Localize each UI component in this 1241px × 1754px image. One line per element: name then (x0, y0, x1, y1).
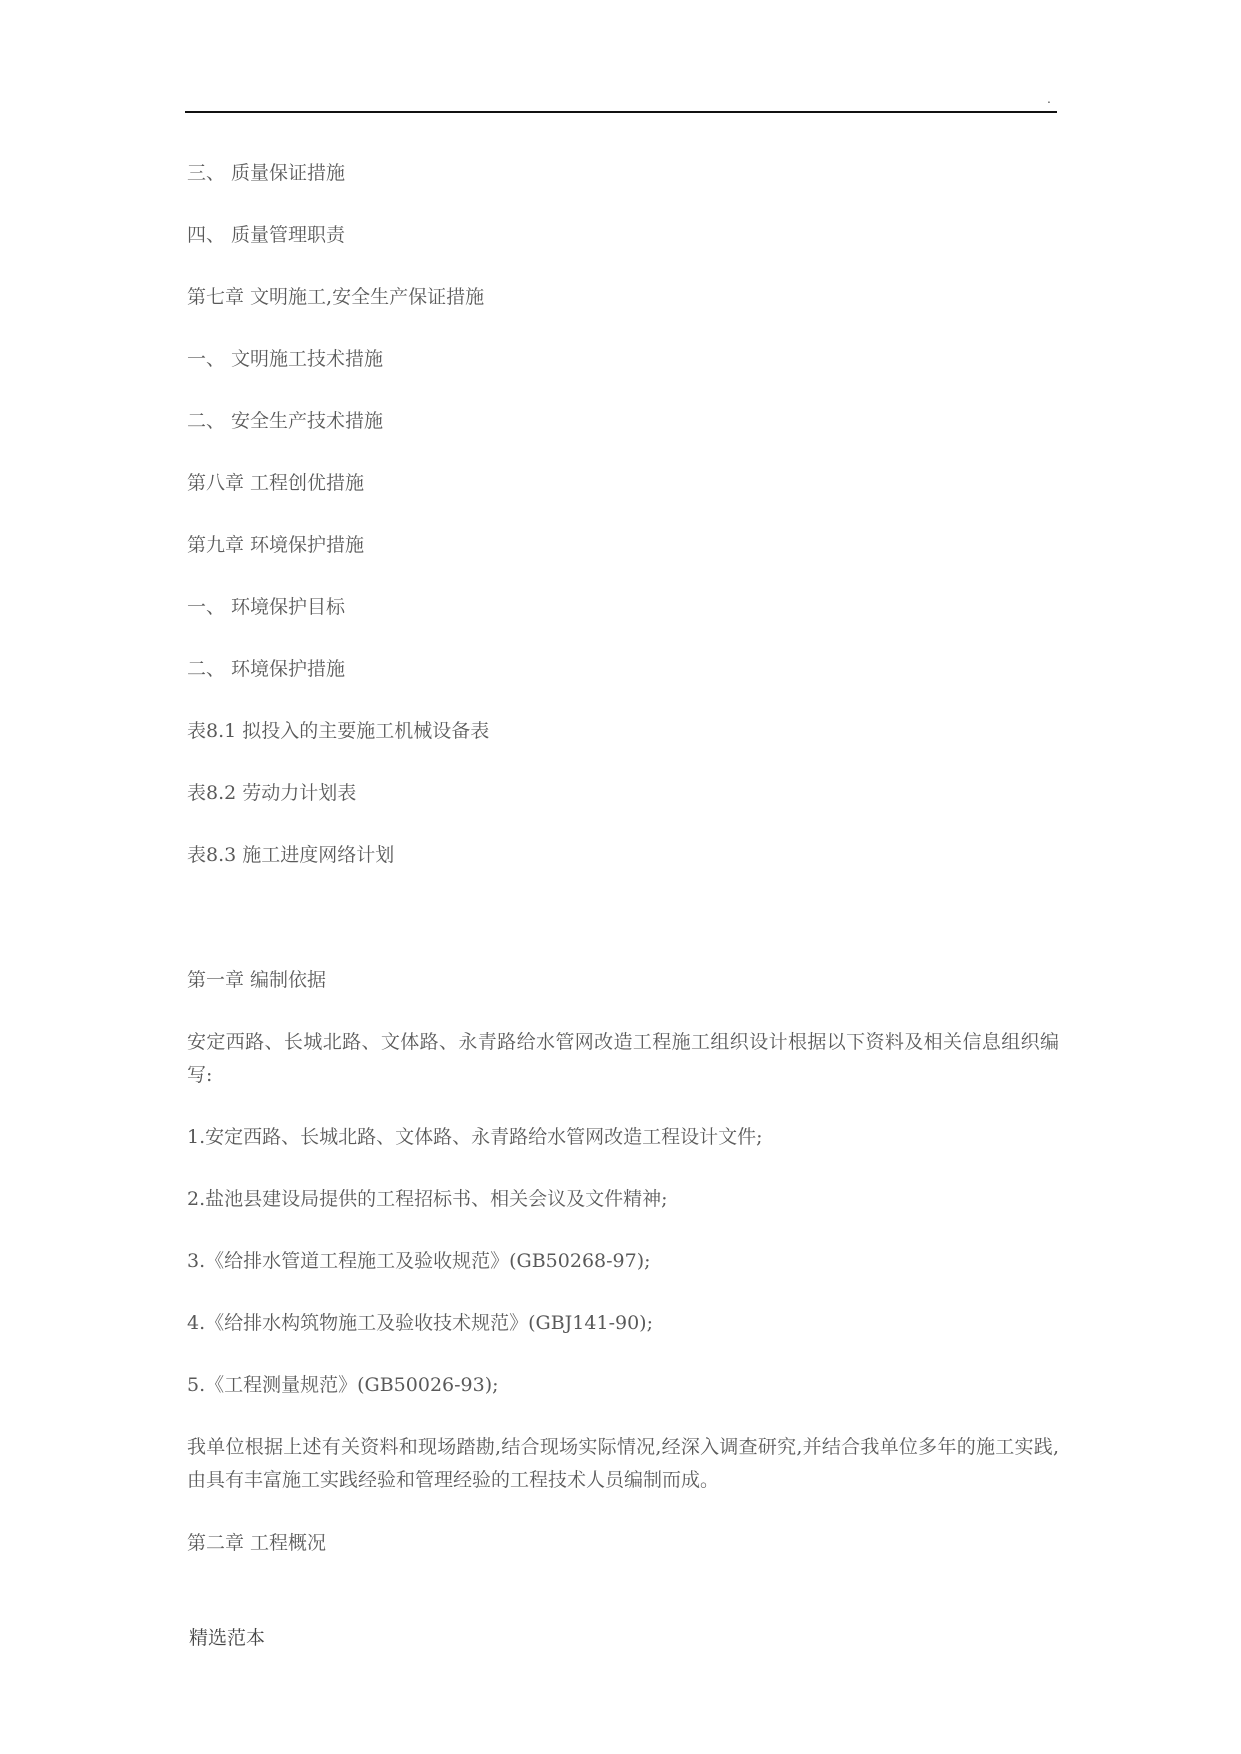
toc-item: 第九章 环境保护措施 (187, 534, 365, 556)
basis-item: 3.《给排水管道工程施工及验收规范》(GB50268-97); (187, 1250, 651, 1272)
toc-item: 四、 质量管理职责 (187, 224, 346, 246)
basis-item: 4.《给排水构筑物施工及验收技术规范》(GBJ141-90); (187, 1312, 653, 1334)
toc-item: 第七章 文明施工,安全生产保证措施 (187, 286, 485, 308)
toc-item: 表8.2 劳动力计划表 (187, 782, 357, 804)
chapter-1-intro: 安定西路、长城北路、文体路、永青路给水管网改造工程施工组织设计根据以下资料及相关信息组织编写: (187, 1031, 1059, 1086)
basis-item: 2.盐池县建设局提供的工程招标书、相关会议及文件精神; (187, 1188, 668, 1210)
toc-item: 二、 环境保护措施 (187, 658, 346, 680)
basis-item: 1.安定西路、长城北路、文体路、永青路给水管网改造工程设计文件; (187, 1126, 763, 1148)
toc-item: 一、 环境保护目标 (187, 596, 346, 618)
basis-item: 5.《工程测量规范》(GB50026-93); (187, 1374, 499, 1396)
chapter-2-title: 第二章 工程概况 (187, 1532, 327, 1554)
chapter-1-title: 第一章 编制依据 (187, 969, 327, 991)
toc-item: 二、 安全生产技术措施 (187, 410, 384, 432)
chapter-1-conclusion: 我单位根据上述有关资料和现场踏勘,结合现场实际情况,经深入调查研究,并结合我单位多年的施工实践,由具有丰富施工实践经验和管理经验的工程技术人员编制而成。 (187, 1436, 1059, 1491)
header-mark: . (1047, 90, 1051, 106)
toc-item: 第八章 工程创优措施 (187, 472, 365, 494)
footer-text: 精选范本 (189, 1627, 266, 1649)
toc-item: 表8.1 拟投入的主要施工机械设备表 (187, 720, 490, 742)
header-rule (185, 111, 1057, 113)
toc-item: 三、 质量保证措施 (187, 162, 346, 184)
toc-item: 表8.3 施工进度网络计划 (187, 844, 395, 866)
toc-item: 一、 文明施工技术措施 (187, 348, 384, 370)
